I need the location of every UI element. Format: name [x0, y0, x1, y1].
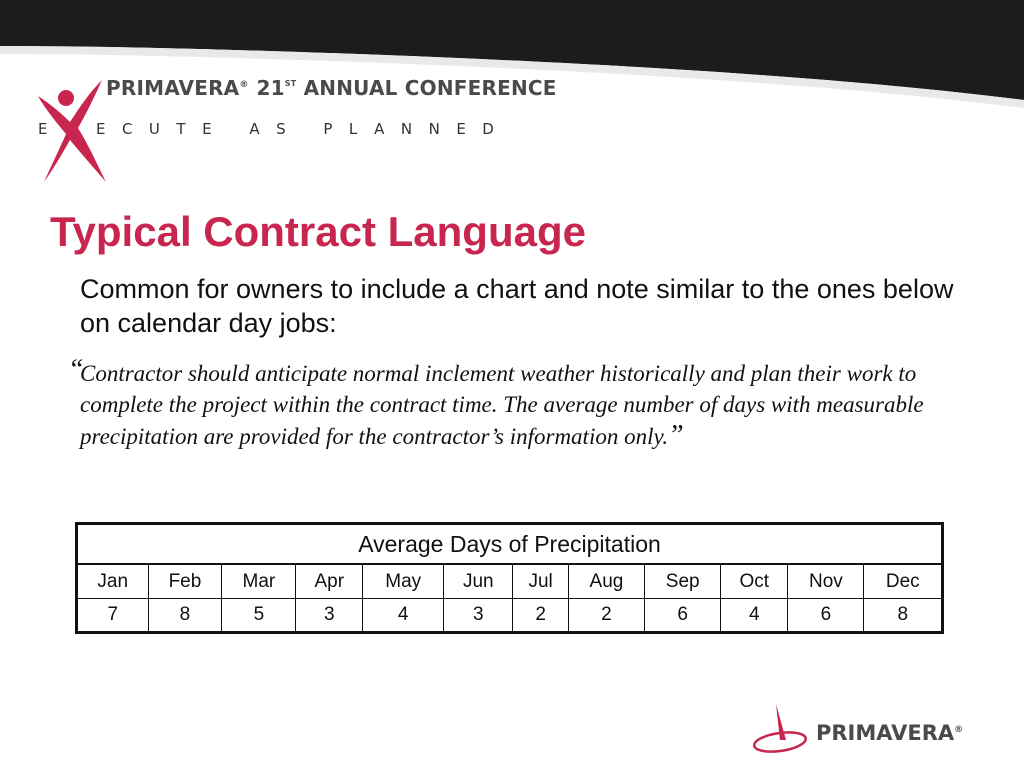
quote-open-mark: “ [68, 354, 84, 385]
month-cell: Jul [513, 564, 568, 599]
value-cell: 8 [864, 599, 943, 633]
primavera-swoosh-logo-icon [752, 702, 810, 754]
table-caption: Average Days of Precipitation [77, 524, 943, 565]
value-cell: 3 [296, 599, 363, 633]
month-cell: Nov [788, 564, 864, 599]
tagline [38, 120, 510, 138]
value-cell: 8 [148, 599, 222, 633]
month-cell: Apr [296, 564, 363, 599]
month-cell: Jan [77, 564, 149, 599]
contract-quote [68, 354, 960, 452]
value-cell: 4 [363, 599, 444, 633]
month-cell: Mar [222, 564, 296, 599]
conference-title [106, 76, 557, 100]
tagline-rest: ECUTE AS PLANNED [95, 120, 511, 138]
conference-number: 21 [256, 76, 285, 100]
tagline-first-letter: E [38, 120, 64, 138]
quote-text: Contractor should anticipate normal inclement weather historically and plan their work to complete the project within the contract time. The average number of days with measurable precipitation are provided for the contractor’s information only. [80, 361, 924, 449]
value-row [77, 599, 943, 633]
month-cell: Oct [721, 564, 788, 599]
value-cell: 2 [513, 599, 568, 633]
value-cell: 6 [788, 599, 864, 633]
month-row [77, 564, 943, 599]
intro-text: Common for owners to include a chart and note similar to the ones below on calendar day jobs: [80, 274, 954, 338]
footer-registered-mark: ® [954, 725, 964, 735]
header-registered-mark: ® [239, 80, 249, 90]
slide-title: Typical Contract Language [50, 208, 586, 255]
table-caption-row [77, 524, 943, 565]
month-cell: Sep [645, 564, 721, 599]
month-cell: May [363, 564, 444, 599]
month-cell: Feb [148, 564, 222, 599]
value-cell: 5 [222, 599, 296, 633]
value-cell: 4 [721, 599, 788, 633]
footer-brand [816, 721, 963, 745]
footer-brand-name: PRIMAVERA [816, 721, 955, 745]
quote-close-mark: ” [668, 420, 684, 451]
value-cell: 2 [568, 599, 644, 633]
month-cell: Dec [864, 564, 943, 599]
header-brand: PRIMAVERA [106, 76, 240, 100]
month-cell: Jun [444, 564, 513, 599]
month-cell: Aug [568, 564, 644, 599]
value-cell: 3 [444, 599, 513, 633]
value-cell: 7 [77, 599, 149, 633]
value-cell: 6 [645, 599, 721, 633]
conference-name: ANNUAL CONFERENCE [303, 76, 557, 100]
precipitation-table [75, 522, 944, 634]
conference-suffix: ST [284, 79, 297, 88]
